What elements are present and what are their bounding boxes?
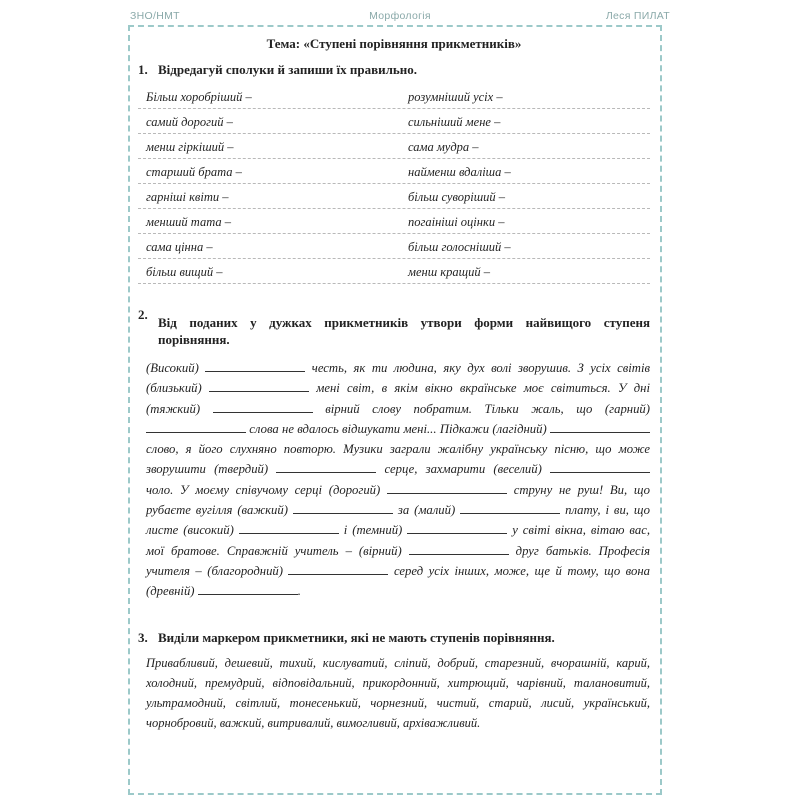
text-segment: вірний слову побратим. Тільки жаль, що (гарний) (312, 401, 650, 416)
phrase-right: більш суворіший – (408, 190, 506, 204)
text-segment: . (297, 584, 301, 599)
task-2-text (138, 358, 650, 602)
answer-blank[interactable] (409, 543, 509, 555)
answer-blank[interactable] (209, 380, 309, 392)
task-2-heading (138, 307, 650, 348)
task-3 (138, 629, 650, 733)
answer-blank[interactable] (387, 482, 507, 494)
text-segment: і (темний) (338, 523, 408, 538)
phrase-right: найменш вдаліша – (408, 165, 511, 179)
task-1-heading (138, 61, 650, 78)
text-segment: мені світ, в якім вікно вкраїнське моє світиться. У дні (тяжкий) (146, 381, 650, 416)
text-segment: слово, я його слухняно повторю. Музики заграли жалібну українську пісню, що може зворушити (твердий) (146, 442, 650, 477)
phrase-row[interactable] (138, 134, 650, 159)
text-segment: струну не руш! Ви, що рубаєте вугілля (важкий) (146, 482, 650, 518)
phrase-right: погаініші оцінки – (408, 215, 505, 229)
phrase-row[interactable] (138, 109, 650, 134)
phrase-row[interactable] (138, 234, 650, 259)
worksheet-content (138, 36, 650, 733)
answer-blank[interactable] (293, 502, 393, 514)
answer-blank[interactable] (460, 502, 560, 514)
task-3-title: Виділи маркером прикметники, які не мають ступенів порівняння. (158, 629, 555, 645)
task-1-number: 1. (138, 62, 148, 77)
phrase-right: сама мудра – (408, 140, 479, 154)
phrase-row[interactable] (138, 259, 650, 284)
text-segment: серед усіх інших, може, ще й тому, що вона (древній) (146, 563, 650, 599)
task-3-number: 3. (138, 629, 148, 645)
answer-blank[interactable] (407, 522, 507, 534)
phrase-left: старший брата – (146, 165, 242, 179)
phrase-row[interactable] (138, 184, 650, 209)
text-segment: за (малий) (392, 503, 461, 518)
answer-blank[interactable] (213, 401, 313, 413)
phrase-right: більш голосніший – (408, 240, 511, 254)
task-2-title: Від поданих у дужках прикметників утвори форми найвищого ступеня порівняння. (158, 315, 650, 347)
header-subject-code: ЗНО/НМТ (130, 10, 180, 22)
phrase-left: самий дорогий – (146, 115, 233, 129)
text-segment: (Високий) (146, 361, 206, 375)
task-3-heading (138, 629, 650, 646)
phrase-row[interactable] (138, 84, 650, 109)
text-segment: друг батьків. Професія учителя – (благородний) (146, 543, 650, 578)
task-1 (138, 61, 650, 284)
page-title: Тема: «Ступені порівняння прикметників» (266, 36, 522, 51)
text-segment: слова не вдалось відшукати мені... Підкажи (лагідний) (246, 421, 550, 436)
answer-blank[interactable] (205, 360, 305, 372)
answer-blank[interactable] (550, 461, 650, 473)
text-segment: честь, як ти людина, яку дух волі зворушив. З усіх світів (близький) (146, 361, 651, 396)
task-2 (138, 307, 651, 602)
phrase-left: більш вищий – (146, 265, 223, 279)
phrase-left: сама цінна – (146, 240, 213, 254)
adjective-list[interactable]: Привабливий, дешевий, тихий, кислуватий, сліпий, добрий, старезний, вчорашній, карий, холодний, премудрий, відповідальний, прикордонний, хитрющий, чарівний, талановитий, ультрамодний, світлий, тонесенький, чорнезний, чистий, старий, лисий, український, чорнобровий, важкий, витривалий, вимогливий, архіважливий. (146, 655, 650, 730)
answer-blank[interactable] (198, 583, 298, 595)
phrase-left: менший тата – (146, 215, 232, 229)
text-segment: у світі вікна, вітаю вас, мої братове. Справжній учитель – (вірний) (146, 523, 650, 558)
text-segment: серце, захмарити (веселий) (376, 462, 550, 477)
text-segment: плату, і ви, що листе (високий) (146, 503, 650, 538)
phrase-right: менш кращий – (408, 265, 490, 279)
phrase-left: менш гіркіший – (146, 140, 234, 154)
phrase-row[interactable] (138, 159, 650, 184)
answer-blank[interactable] (288, 563, 388, 575)
answer-blank[interactable] (146, 421, 246, 433)
phrase-right: сильніший мене – (408, 115, 501, 129)
answer-blank[interactable] (239, 522, 339, 534)
header-section: Морфологія (369, 10, 431, 22)
task-2-number: 2. (138, 307, 148, 322)
phrase-list (138, 84, 650, 284)
text-segment: чоло. У моєму співучому серці (дорогий) (146, 482, 387, 497)
header-author: Леся ПИЛАТ (605, 10, 670, 22)
phrase-left: Більш хоробріший – (146, 90, 252, 104)
task-1-title: Відредагуй сполуки й запиши їх правильно. (158, 62, 418, 77)
answer-blank[interactable] (276, 461, 376, 473)
phrase-right: розумніший усіх – (408, 90, 503, 104)
phrase-row[interactable] (138, 209, 650, 234)
phrase-left: гарніші квіти – (146, 190, 229, 204)
answer-blank[interactable] (550, 421, 650, 433)
